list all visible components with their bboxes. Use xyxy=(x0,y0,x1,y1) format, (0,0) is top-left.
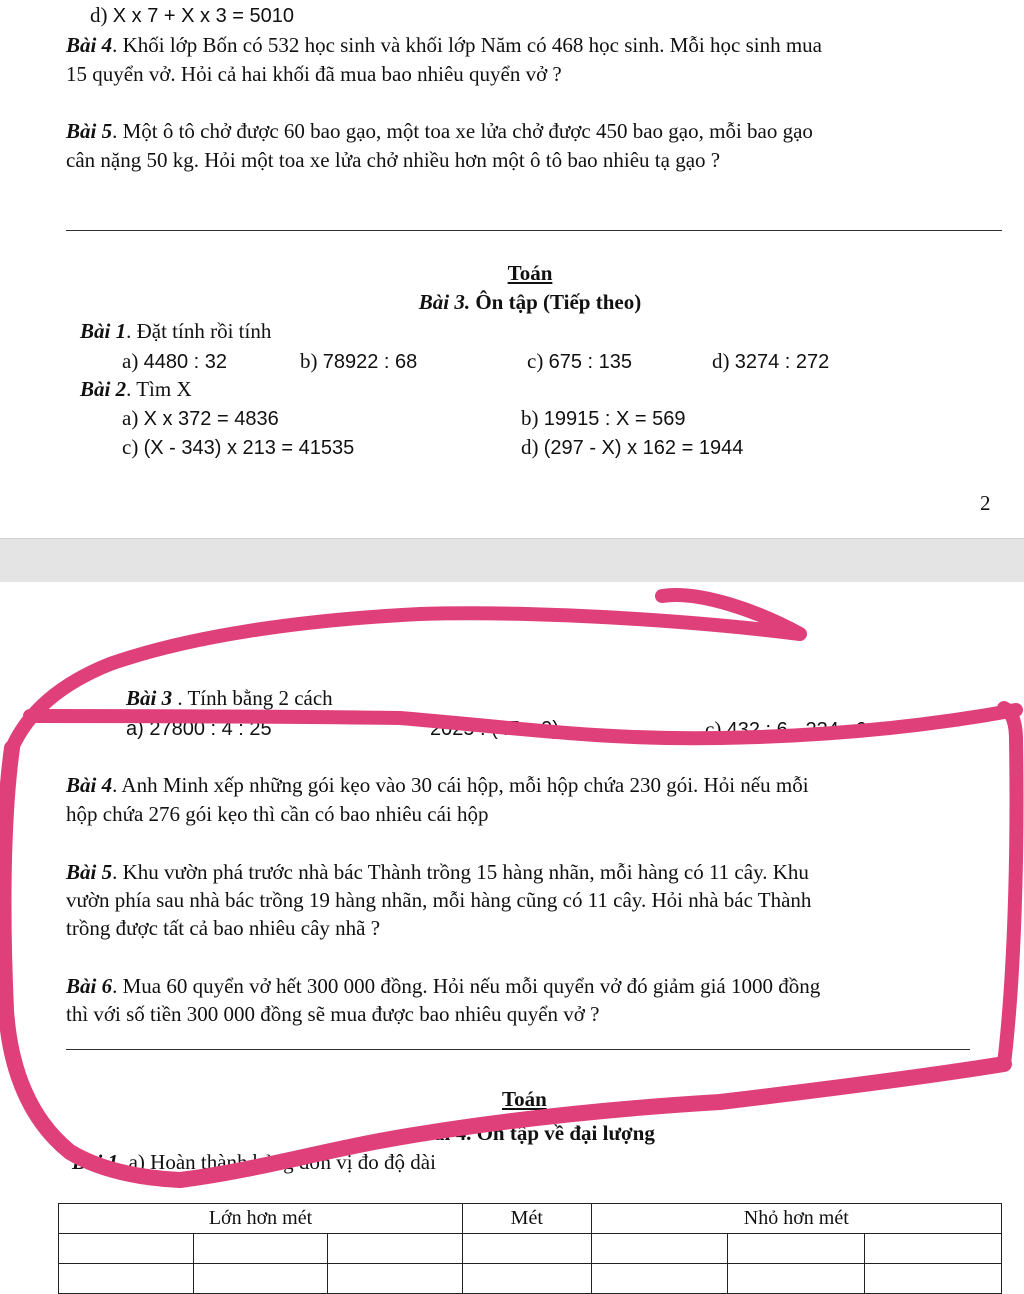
math-expression: (X - 343) x 213 = 41535 xyxy=(143,437,355,459)
table-cell[interactable] xyxy=(591,1234,728,1264)
table-header-meter: Mét xyxy=(462,1204,591,1234)
table-cell[interactable] xyxy=(462,1234,591,1264)
subtitle-label: Bài 3. xyxy=(418,290,471,314)
math-expression: 19915 : X = 569 xyxy=(543,408,686,430)
item-label: a) xyxy=(122,349,144,373)
table-row xyxy=(59,1234,1002,1264)
table-cell[interactable] xyxy=(591,1264,728,1294)
exercise-label: Bài 4 xyxy=(66,773,113,797)
exercise-text: . Khối lớp Bốn có 532 học sinh và khối lớp Năm có 468 học sinh. Mỗi học sinh mua xyxy=(112,33,822,57)
p2-bai3-item-c xyxy=(705,716,867,743)
math-expression: 3274 : 272 xyxy=(734,351,830,373)
section-divider-2 xyxy=(66,1049,970,1050)
p2-bai5-line2: vườn phía sau nhà bác trồng 19 hàng nhãn, mỗi hàng cũng có 11 cây. Hỏi nhà bác Thành xyxy=(66,888,812,912)
exercise-text: . Khu vườn phá trước nhà bác Thành trồng 15 hàng nhãn, mỗi hàng có 11 cây. Khu xyxy=(112,860,809,884)
math-expression: (297 - X) x 162 = 1944 xyxy=(543,437,744,459)
table-header-row xyxy=(59,1204,1002,1234)
math-expression: 78922 : 68 xyxy=(322,351,418,373)
item-label: a) xyxy=(122,406,144,430)
p2-bai5-line3: trồng được tất cả bao nhiêu cây nhã ? xyxy=(66,916,381,940)
math-expression: 675 : 135 xyxy=(548,351,632,373)
length-units-table xyxy=(58,1203,1002,1294)
item-label: d) xyxy=(90,3,113,27)
bai1-heading xyxy=(80,318,271,344)
section-subtitle xyxy=(0,290,1024,315)
exercise-label: Bài 6 xyxy=(66,974,113,998)
exercise-label: Bài 1. xyxy=(72,1150,124,1174)
bai1-item-a xyxy=(122,348,227,375)
exercise-label: Bài 5 xyxy=(66,860,113,884)
subtitle-text: Ôn tập (Tiếp theo) xyxy=(470,290,642,314)
page-gap xyxy=(0,538,1024,583)
item-label: b) xyxy=(521,406,544,430)
exercise-text: . Đặt tính rồi tính xyxy=(126,319,272,343)
bai1-item-d xyxy=(712,348,829,375)
p2-bai4-line1 xyxy=(66,772,809,798)
section-divider xyxy=(66,230,1002,231)
table-cell[interactable] xyxy=(328,1264,463,1294)
item-label: c) xyxy=(122,435,144,459)
exercise-text: . Anh Minh xếp những gói kẹo vào 30 cái hộp, mỗi hộp chứa 230 gói. Hỏi nếu mỗi xyxy=(112,773,809,797)
bai2-item-c xyxy=(122,434,354,461)
exercise-label: Bài 4 xyxy=(66,33,113,57)
table-header-smaller: Nhỏ hơn mét xyxy=(591,1204,1001,1234)
table-cell[interactable] xyxy=(865,1234,1002,1264)
p2-bai4-line2: hộp chứa 276 gói kẹo thì cần có bao nhiêu cái hộp xyxy=(66,802,489,826)
table-cell[interactable] xyxy=(462,1264,591,1294)
exercise-label: Bài 2 xyxy=(80,377,127,401)
item-label: d) xyxy=(712,349,735,373)
table-cell[interactable] xyxy=(865,1264,1002,1294)
bai4-line2: 15 quyển vở. Hỏi cả hai khối đã mua bao nhiêu quyển vở ? xyxy=(66,62,562,86)
p2-bai3-item-b: 2025 : (45 x 9) xyxy=(430,718,559,740)
table-cell[interactable] xyxy=(728,1234,865,1264)
p2-bai6-line1 xyxy=(66,973,820,999)
bai2-item-b xyxy=(521,405,686,432)
bai2-item-a xyxy=(122,405,279,432)
section-title: Toán xyxy=(507,261,553,285)
table-cell[interactable] xyxy=(193,1234,328,1264)
bai4-line1 xyxy=(66,32,822,58)
table-cell[interactable] xyxy=(59,1234,194,1264)
item-label: c) xyxy=(527,349,549,373)
math-expression: X x 372 = 4836 xyxy=(143,408,279,430)
item-label: b) xyxy=(300,349,323,373)
table-row xyxy=(59,1264,1002,1294)
exercise-label: Bài 3 xyxy=(126,686,173,710)
math-expression: 432 : 6 - 234 : 6 xyxy=(726,719,867,741)
item-label: c) xyxy=(705,717,727,741)
table-header-larger: Lớn hơn mét xyxy=(59,1204,463,1234)
table-cell[interactable] xyxy=(59,1264,194,1294)
page-number: 2 xyxy=(980,491,991,515)
p2-bai3-heading xyxy=(126,685,333,711)
exercise-text: . Mua 60 quyển vở hết 300 000 đồng. Hỏi nếu mỗi quyển vở đó giảm giá 1000 đồng xyxy=(112,974,821,998)
bai2-heading xyxy=(80,376,192,402)
bai1-item-c xyxy=(527,348,632,375)
exercise-text: . Tính bằng 2 cách xyxy=(172,686,333,710)
p2-bai6-line2: thì với số tiền 300 000 đồng sẽ mua được bao nhiêu quyển vở ? xyxy=(66,1002,600,1026)
math-expression: 4480 : 32 xyxy=(143,351,227,373)
document-page-1 xyxy=(0,0,1024,538)
bai2-item-d xyxy=(521,434,743,461)
bai1-item-b xyxy=(300,348,417,375)
math-expression: X x 7 + X x 3 = 5010 xyxy=(112,5,294,27)
exercise-line-d xyxy=(90,2,294,29)
item-label: d) xyxy=(521,435,544,459)
p2-bai3-item-a: a) 27800 : 4 : 25 xyxy=(126,718,272,740)
exercise-text: . Một ô tô chở được 60 bao gạo, một toa xe lửa chở được 450 bao gạo, mỗi bao gạo xyxy=(112,119,813,143)
next-section-title: Toán xyxy=(502,1087,547,1111)
exercise-label: Bài 5 xyxy=(66,119,113,143)
p2-bai5-line1 xyxy=(66,859,809,885)
table-cell[interactable] xyxy=(728,1264,865,1294)
next-section-subtitle: Bài 4. Ôn tập về đại lượng xyxy=(420,1121,655,1145)
table-cell[interactable] xyxy=(193,1264,328,1294)
exercise-text: . Tìm X xyxy=(126,377,192,401)
bai5-line1 xyxy=(66,118,813,144)
exercise-label: Bài 1 xyxy=(80,319,127,343)
exercise-text: a) Hoàn thành bảng đơn vị đo độ dài xyxy=(123,1150,436,1174)
bai5-line2: cân nặng 50 kg. Hỏi một toa xe lửa chở nhiều hơn một ô tô bao nhiêu tạ gạo ? xyxy=(66,148,721,172)
table-cell[interactable] xyxy=(328,1234,463,1264)
next-bai1-line xyxy=(72,1149,436,1175)
